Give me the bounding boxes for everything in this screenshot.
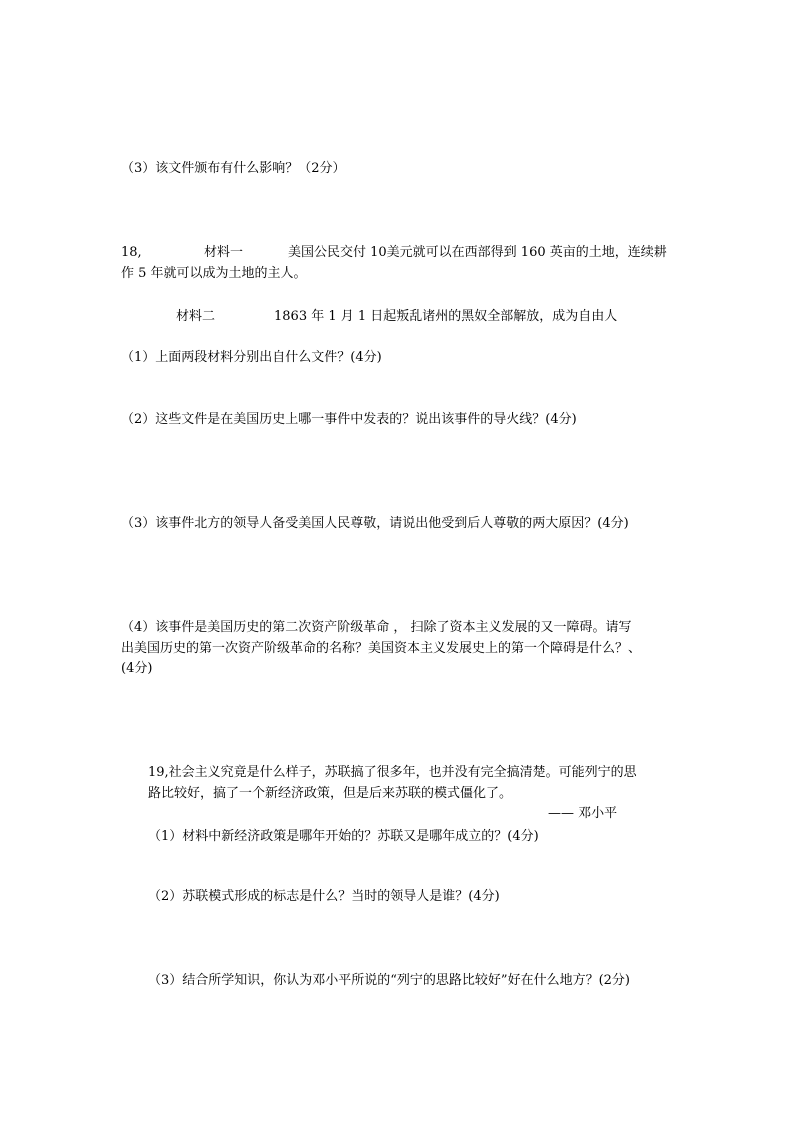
q18-material1-text: 美国公民交付 10美元就可以在西部得到 160 英亩的土地，连续耕 [288, 245, 667, 260]
q18-sub4-line2: 出美国历史的第一次资产阶级革命的名称？美国资本主义发展史上的第一个障碍是什么？、 [121, 641, 642, 656]
q19-sub1: （1）材料中新经济政策是哪年开始的？苏联又是哪年成立的？(4分) [148, 829, 539, 844]
q18-material2-label: 材料二 [176, 309, 216, 324]
q19-quote-line2: 路比较好，搞了一个新经济政策，但是后来苏联的模式僵化了。 [148, 786, 513, 801]
q17-sub3: （3）该文件颁布有什么影响？（2分） [121, 161, 346, 176]
q18-number: 18, [121, 245, 142, 260]
q18-material2-text: 1863 年 1 月 1 日起叛乱诸州的黑奴全部解放，成为自由人 [274, 309, 618, 324]
q19-quote-source: —— 邓小平 [548, 806, 618, 821]
q19-sub3: （3）结合所学知识，你认为邓小平所说的“列宁的思路比较好”好在什么地方？(2分) [148, 973, 630, 988]
q18-material1-text-cont: 作 5 年就可以成为土地的主人。 [121, 266, 307, 281]
q18-sub4-line3: (4分) [121, 661, 153, 676]
q18-sub2: （2）这些文件是在美国历史上哪一事件中发表的？说出该事件的导火线？(4分) [121, 412, 577, 427]
q19-sub2: （2）苏联模式形成的标志是什么？当时的领导人是谁？(4分) [148, 889, 500, 904]
q18-sub1: （1）上面两段材料分别出自什么文件？(4分) [121, 350, 382, 365]
q19-quote-line1: 19,社会主义究竟是什么样子，苏联搞了很多年，也并没有完全搞清楚。可能列宁的思 [148, 765, 637, 780]
q18-material1-label: 材料一 [204, 245, 244, 260]
q18-sub3: （3）该事件北方的领导人备受美国人民尊敬，请说出他受到后人尊敬的两大原因？(4分) [121, 516, 629, 531]
q18-sub4-line1: （4）该事件是美国历史的第二次资产阶级革命 ， 扫除了资本主义发展的又一障碍。请写 [121, 620, 632, 635]
